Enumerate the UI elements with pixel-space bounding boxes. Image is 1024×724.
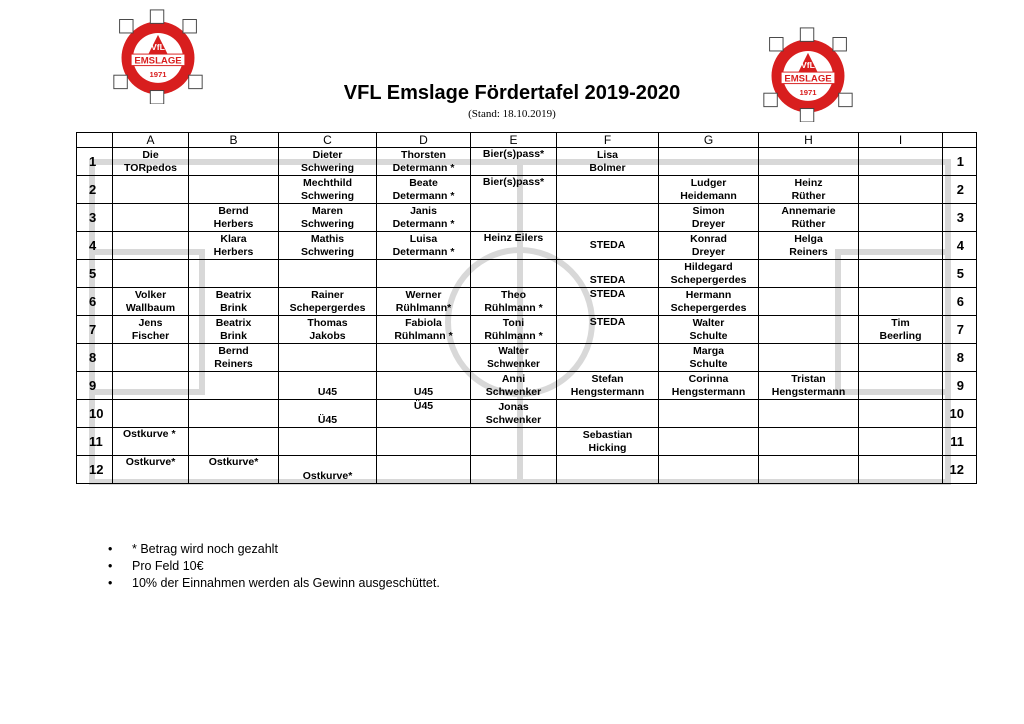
- notes-list: [104, 541, 440, 592]
- row-number-right: 6: [943, 288, 977, 316]
- row-number-left: 12: [77, 456, 113, 484]
- grid-cell-b8: Bernd Reiners: [189, 344, 279, 372]
- column-header: B: [189, 133, 279, 148]
- grid-cell-c8: [279, 344, 377, 372]
- grid-cell-a5: [113, 260, 189, 288]
- row-number-left: 9: [77, 372, 113, 400]
- grid-cell-i10: [859, 400, 943, 428]
- row-number-right: 3: [943, 204, 977, 232]
- grid-cell-i7: Tim Beerling: [859, 316, 943, 344]
- column-header: C: [279, 133, 377, 148]
- grid-cell-g6: Hermann Schepergerdes: [659, 288, 759, 316]
- grid-cell-e2: Bier(s)pass*: [471, 176, 557, 204]
- grid-cell-e3: [471, 204, 557, 232]
- table-row: [77, 288, 977, 316]
- grid-cell-a12: Ostkurve*: [113, 456, 189, 484]
- grid-cell-d1: Thorsten Determann *: [377, 148, 471, 176]
- grid-cell-f2: [557, 176, 659, 204]
- svg-text:1971: 1971: [149, 70, 167, 80]
- svg-text:EMSLAGE: EMSLAGE: [134, 55, 182, 67]
- grid-cell-e12: [471, 456, 557, 484]
- row-number-right: 5: [943, 260, 977, 288]
- grid-cell-d10: Ü45: [377, 400, 471, 428]
- note-text: * Betrag wird noch gezahlt: [132, 542, 278, 556]
- grid-cell-e8: Walter Schwenker: [471, 344, 557, 372]
- grid-cell-g4: Konrad Dreyer: [659, 232, 759, 260]
- grid-cell-c12: Ostkurve*: [279, 456, 377, 484]
- grid-cell-h3: Annemarie Rüther: [759, 204, 859, 232]
- grid-cell-e10: Jonas Schwenker: [471, 400, 557, 428]
- grid-cell-h6: [759, 288, 859, 316]
- grid-cell-b11: [189, 428, 279, 456]
- grid-cell-c9: U45: [279, 372, 377, 400]
- table-row: [77, 428, 977, 456]
- grid-cell-e1: Bier(s)pass*: [471, 148, 557, 176]
- row-number-left: 3: [77, 204, 113, 232]
- grid-cell-i12: [859, 456, 943, 484]
- row-number-right: 7: [943, 316, 977, 344]
- grid-cell-i8: [859, 344, 943, 372]
- table-row: [77, 148, 977, 176]
- row-number-right: 4: [943, 232, 977, 260]
- row-number-left: 6: [77, 288, 113, 316]
- page-subtitle: (Stand: 18.10.2019): [468, 108, 556, 120]
- column-header: F: [557, 133, 659, 148]
- grid-cell-f1: Lisa Bolmer: [557, 148, 659, 176]
- note-text: 10% der Einnahmen werden als Gewinn ausgeschüttet.: [132, 576, 440, 590]
- row-number-right: 10: [943, 400, 977, 428]
- column-header: E: [471, 133, 557, 148]
- grid-cell-d7: Fabiola Rühlmann *: [377, 316, 471, 344]
- grid-cell-a1: Die TORpedos: [113, 148, 189, 176]
- page-title: VFL Emslage Fördertafel 2019-2020: [343, 82, 681, 104]
- grid-cell-f6: STEDA: [557, 288, 659, 316]
- grid-cell-h9: Tristan Hengstermann: [759, 372, 859, 400]
- row-number-right: 9: [943, 372, 977, 400]
- grid-cell-f11: Sebastian Hicking: [557, 428, 659, 456]
- grid-cell-a10: [113, 400, 189, 428]
- grid-cell-d4: Luisa Determann *: [377, 232, 471, 260]
- grid-cell-i5: [859, 260, 943, 288]
- grid-cell-i11: [859, 428, 943, 456]
- grid-cell-g7: Walter Schulte: [659, 316, 759, 344]
- table-row: [77, 316, 977, 344]
- row-number-left: 5: [77, 260, 113, 288]
- grid-cell-b6: Beatrix Brink: [189, 288, 279, 316]
- svg-text:EMSLAGE: EMSLAGE: [784, 73, 832, 85]
- grid-cell-f7: STEDA: [557, 316, 659, 344]
- grid-cell-a8: [113, 344, 189, 372]
- table-row: [77, 176, 977, 204]
- grid-cell-f4: STEDA: [557, 232, 659, 260]
- grid-cell-d9: U45: [377, 372, 471, 400]
- grid-cell-a4: [113, 232, 189, 260]
- grid-cell-a11: Ostkurve *: [113, 428, 189, 456]
- row-number-left: 4: [77, 232, 113, 260]
- grid-cell-i6: [859, 288, 943, 316]
- grid-cell-b1: [189, 148, 279, 176]
- grid-cell-h7: [759, 316, 859, 344]
- svg-text:1971: 1971: [799, 88, 817, 98]
- grid-cell-i2: [859, 176, 943, 204]
- grid-cell-g1: [659, 148, 759, 176]
- grid-cell-e6: Theo Rühlmann *: [471, 288, 557, 316]
- grid-cell-i9: [859, 372, 943, 400]
- note-text: Pro Feld 10€: [132, 559, 204, 573]
- table-row: [77, 232, 977, 260]
- grid-cell-h1: [759, 148, 859, 176]
- grid-cell-h8: [759, 344, 859, 372]
- table-row: [77, 456, 977, 484]
- grid-cell-b10: [189, 400, 279, 428]
- corner-cell: [77, 133, 113, 148]
- grid-cell-c7: Thomas Jakobs: [279, 316, 377, 344]
- column-header-row: [77, 133, 977, 148]
- row-number-right: 11: [943, 428, 977, 456]
- row-number-left: 2: [77, 176, 113, 204]
- bullet-icon: •: [108, 576, 113, 590]
- grid-cell-g9: Corinna Hengstermann: [659, 372, 759, 400]
- grid-cell-a3: [113, 204, 189, 232]
- grid-cell-f12: [557, 456, 659, 484]
- grid-cell-h11: [759, 428, 859, 456]
- grid-cell-c6: Rainer Schepergerdes: [279, 288, 377, 316]
- column-header: G: [659, 133, 759, 148]
- grid-cell-h10: [759, 400, 859, 428]
- grid-cell-g8: Marga Schulte: [659, 344, 759, 372]
- row-number-right: 2: [943, 176, 977, 204]
- grid-cell-a6: Volker Wallbaum: [113, 288, 189, 316]
- row-number-left: 8: [77, 344, 113, 372]
- table-row: [77, 372, 977, 400]
- grid-cell-a7: Jens Fischer: [113, 316, 189, 344]
- grid-cell-e7: Toni Rühlmann *: [471, 316, 557, 344]
- grid-cell-g10: [659, 400, 759, 428]
- svg-text:VfL: VfL: [151, 42, 165, 53]
- svg-text:VfL: VfL: [801, 60, 815, 71]
- grid-cell-c5: [279, 260, 377, 288]
- grid-cell-i4: [859, 232, 943, 260]
- grid-cell-b4: Klara Herbers: [189, 232, 279, 260]
- grid-cell-b3: Bernd Herbers: [189, 204, 279, 232]
- bullet-icon: •: [108, 542, 113, 556]
- grid-cell-d3: Janis Determann *: [377, 204, 471, 232]
- row-number-left: 11: [77, 428, 113, 456]
- grid-cell-c11: [279, 428, 377, 456]
- grid-cell-d12: [377, 456, 471, 484]
- corner-cell: [943, 133, 977, 148]
- bullet-icon: •: [108, 559, 113, 573]
- grid-cell-d11: [377, 428, 471, 456]
- row-number-left: 1: [77, 148, 113, 176]
- grid-cell-c2: Mechthild Schwering: [279, 176, 377, 204]
- grid-cell-f5: STEDA: [557, 260, 659, 288]
- row-number-right: 12: [943, 456, 977, 484]
- grid-cell-c4: Mathis Schwering: [279, 232, 377, 260]
- grid-cell-b12: Ostkurve*: [189, 456, 279, 484]
- table-row: [77, 400, 977, 428]
- column-header: D: [377, 133, 471, 148]
- table-row: [77, 204, 977, 232]
- grid-cell-f3: [557, 204, 659, 232]
- table-row: [77, 260, 977, 288]
- table-row: [77, 344, 977, 372]
- grid-cell-c10: Ü45: [279, 400, 377, 428]
- row-number-left: 10: [77, 400, 113, 428]
- grid-cell-f10: [557, 400, 659, 428]
- grid-cell-b7: Beatrix Brink: [189, 316, 279, 344]
- column-header: I: [859, 133, 943, 148]
- sponsor-grid: [76, 132, 977, 484]
- grid-cell-i3: [859, 204, 943, 232]
- grid-cell-g3: Simon Dreyer: [659, 204, 759, 232]
- grid-cell-e9: Anni Schwenker: [471, 372, 557, 400]
- grid-cell-c1: Dieter Schwering: [279, 148, 377, 176]
- grid-cell-c3: Maren Schwering: [279, 204, 377, 232]
- grid-cell-e5: [471, 260, 557, 288]
- grid-cell-g11: [659, 428, 759, 456]
- note-item: [104, 541, 440, 558]
- row-number-right: 8: [943, 344, 977, 372]
- grid-cell-h2: Heinz Rüther: [759, 176, 859, 204]
- grid-cell-b2: [189, 176, 279, 204]
- grid-cell-f9: Stefan Hengstermann: [557, 372, 659, 400]
- note-item: [104, 558, 440, 575]
- row-number-left: 7: [77, 316, 113, 344]
- grid-cell-e11: [471, 428, 557, 456]
- column-header: A: [113, 133, 189, 148]
- grid-cell-d8: [377, 344, 471, 372]
- grid-cell-d5: [377, 260, 471, 288]
- grid-cell-h5: [759, 260, 859, 288]
- grid-cell-g12: [659, 456, 759, 484]
- grid-cell-h4: Helga Reiners: [759, 232, 859, 260]
- grid-cell-a9: [113, 372, 189, 400]
- grid-cell-d2: Beate Determann *: [377, 176, 471, 204]
- grid-cell-b5: [189, 260, 279, 288]
- grid-cell-d6: Werner Rühlmann*: [377, 288, 471, 316]
- grid-cell-g5: Hildegard Schepergerdes: [659, 260, 759, 288]
- grid-cell-e4: Heinz Eilers: [471, 232, 557, 260]
- grid-cell-a2: [113, 176, 189, 204]
- grid-cell-f8: [557, 344, 659, 372]
- column-header: H: [759, 133, 859, 148]
- grid-cell-b9: [189, 372, 279, 400]
- grid-cell-h12: [759, 456, 859, 484]
- row-number-right: 1: [943, 148, 977, 176]
- note-item: [104, 575, 440, 592]
- grid-cell-i1: [859, 148, 943, 176]
- grid-cell-g2: Ludger Heidemann: [659, 176, 759, 204]
